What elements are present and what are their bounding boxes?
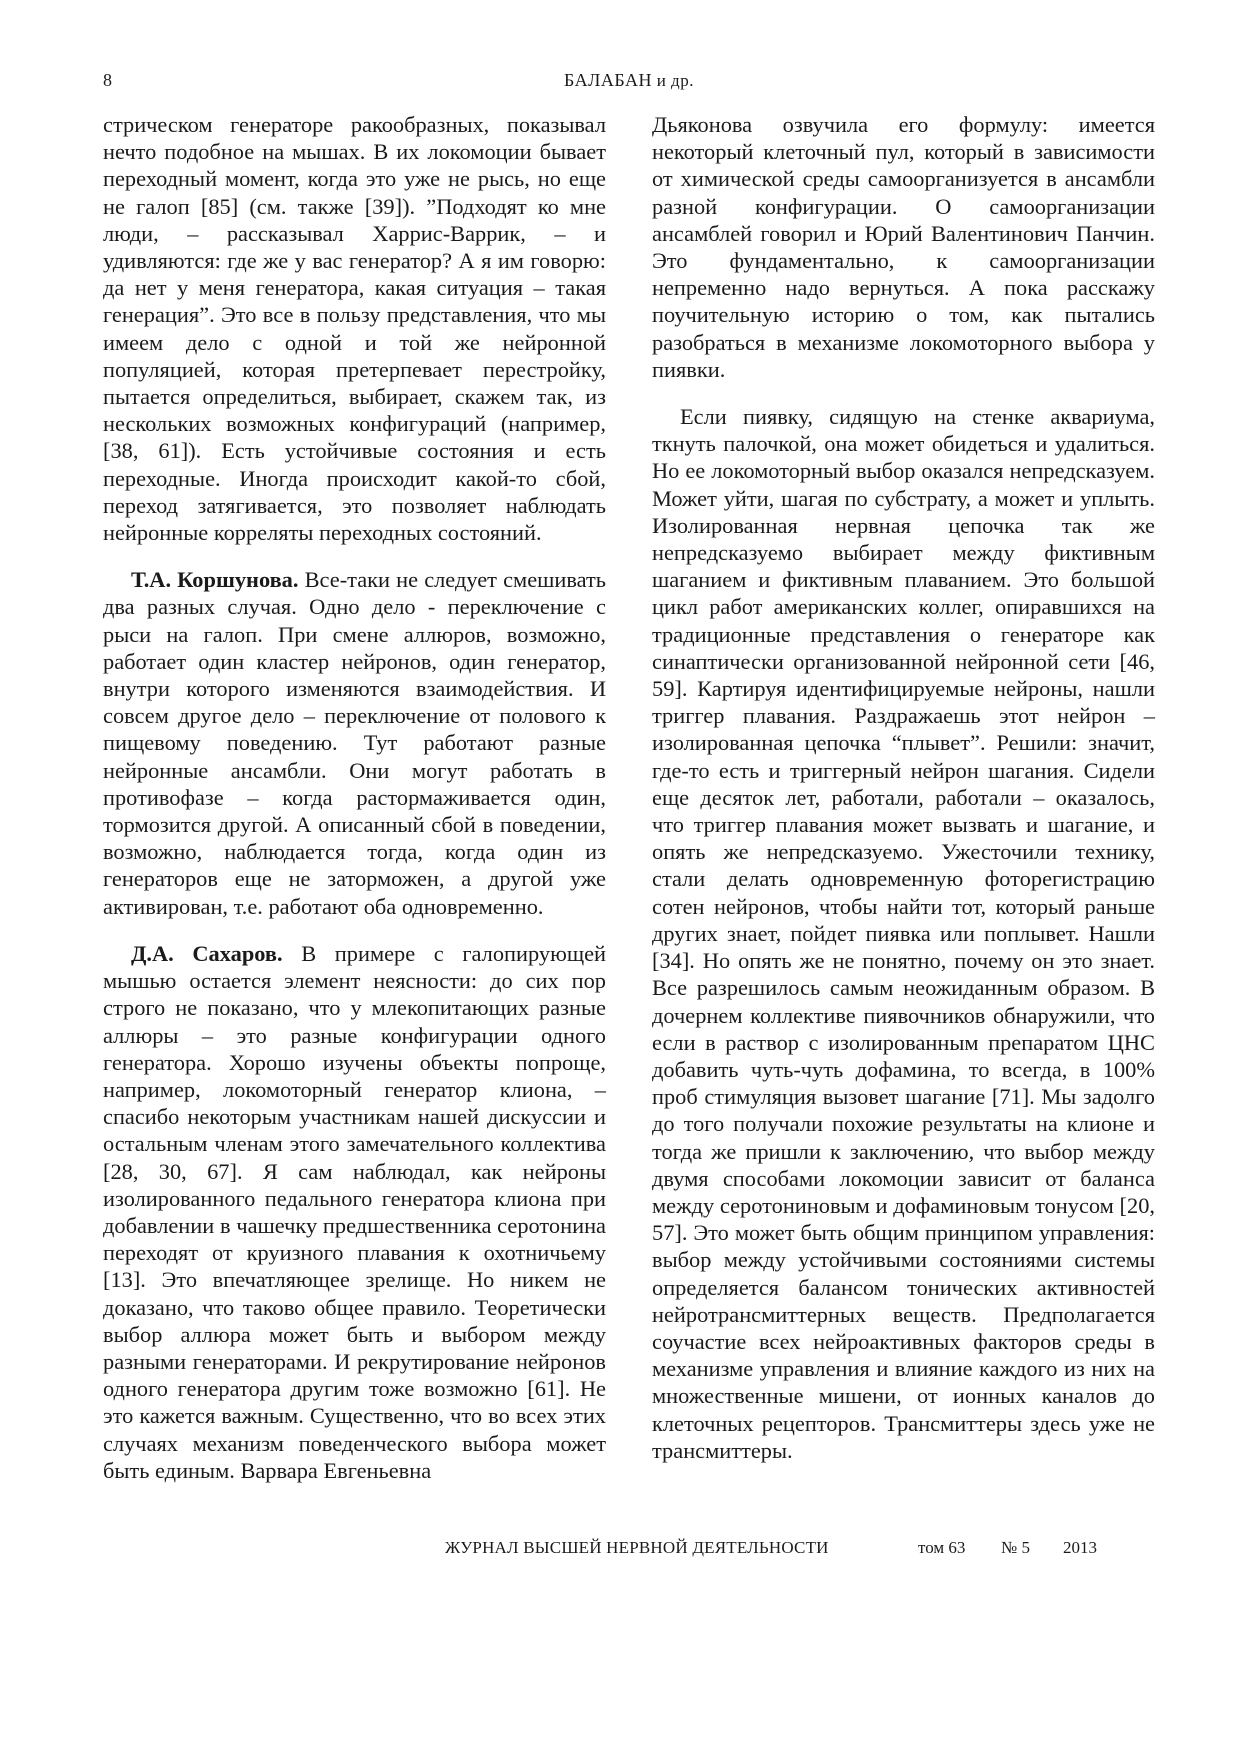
- running-title: [103, 70, 1155, 91]
- running-title-author: БАЛАБАН: [564, 70, 652, 90]
- left-paragraph-3: [103, 940, 606, 1484]
- speaker-name: Т.А. Коршунова.: [131, 567, 299, 593]
- speaker-text: В примере с галопирующей мышью остается элемент неясности: до сих пор строго не показано, что у млекопитающих разные аллюры – это разные конфигурации одного генератора. Хорошо изучены объекты попроще, например, локомоторный генератор клиона, – спасибо некоторым участникам нашей дискуссии и остальным членам этого замечательного коллектива [28, 30, 67]. Я сам наблюдал, как нейроны изолированного педального генератора клиона при добавлении в чашечку предшественника серотонина переходят от круизного плавания к охотничьему [13]. Это впечатляющее зрелище. Но никем не доказано, что таково общее правило. Теоретически выбор аллюра может быть и выбором между разными генераторами. И рекрутирование нейронов одного генератора другим тоже возможно [61]. Не это кажется важным. Существенно, что во всех этих случаях механизм поведенческого выбора может быть единым. Варвара Евгеньевна: [103, 940, 606, 1483]
- right-column: [652, 111, 1155, 1464]
- journal-year: 2013: [1063, 1538, 1097, 1557]
- page-number: 8: [103, 70, 112, 90]
- right-paragraph-2: Если пиявку, сидящую на стенке аквариума, ткнуть палочкой, она может обидеться и удалиться. Но ее локомоторный выбор оказался непредсказуем. Может уйти, шагая по субстрату, а может и уплыть. Изолированная нервная цепочка так же непредсказуемо выбирает между фиктивным шаганием и фиктивным плаванием. Это большой цикл работ американских коллег, опиравшихся на традиционные представления о генераторе как синаптически организованной нейронной сети [46, 59]. Картируя идентифицируемые нейроны, нашли триггер плавания. Раздражаешь этот нейрон – изолированная цепочка “плывет”. Решили: значит, где-то есть и триггерный нейрон шагания. Сидели еще десяток лет, работали, работали – оказалось, что триггер плавания может вызвать и шагание, и опять же непредсказуемо. Ужесточили технику, стали делать одновременную фоторегистрацию сотен нейронов, чтобы найти тот, который раньше других знает, пойдет пиявка или поплывет. Нашли [34]. Но опять же не понятно, почему он это знает. Все разрешилось самым неожиданным образом. В дочернем коллективе пиявочников обнаружили, что если в раствор с изолированным препаратом ЦНС добавить чуть-чуть дофамина, то всегда, в 100% проб стимуляция вызовет шагание [71]. Мы задолго до того получали похожие результаты на клионе и тогда же пришли к заключению, что выбор между двумя способами локомоции зависит от баланса между серотониновым и дофаминовым тонусом [20, 57]. Это может быть общим принципом управления: выбор между устойчивыми состояниями системы определяется балансом тонических активностей нейротрансмиттерных веществ. Предполагается соучастие всех нейроактивных факторов среды в механизме управления и влияние каждого из них на множественные мишени, от ионных каналов до клеточных рецепторов. Трансмиттеры здесь уже не трансмиттеры.: [652, 404, 1155, 1463]
- article-body: [103, 111, 1155, 1511]
- journal-issue: № 5: [1001, 1538, 1030, 1557]
- running-head: [103, 70, 1155, 96]
- journal-name: ЖУРНАЛ ВЫСШЕЙ НЕРВНОЙ ДЕЯТЕЛЬНОСТИ: [445, 1538, 829, 1557]
- running-title-suffix: и др.: [651, 71, 694, 90]
- journal-volume: том 63: [918, 1538, 966, 1557]
- speaker-name: Д.А. Сахаров.: [131, 940, 283, 966]
- page-footer: [103, 1538, 1155, 1562]
- right-paragraph-1: Дьяконова озвучила его формулу: имеется некоторый клеточный пул, который в зависимости от химической среды самоорганизуется в ансамбли разной конфигурации. О самоорганизации ансамблей говорил и Юрий Валентинович Панчин. Это фундаментально, к самоорганизации непременно надо вернуться. А пока расскажу поучительную историю о том, как пытались разобраться в механизме локомоторного выбора у пиявки.: [652, 112, 1155, 382]
- speaker-text: Все-таки не следует смешивать два разных случая. Одно дело - переключение с рыси на галоп. При смене аллюров, возможно, работает один кластер нейронов, один генератор, внутри которого изменяются взаимодействия. И совсем другое дело – переключение от полового к пищевому поведению. Тут работают разные нейронные ансамбли. Они могут работать в противофазе – когда растормаживается один, тормозится другой. А описанный сбой в поведении, возможно, наблюдается тогда, когда один из генераторов еще не заторможен, а другой уже активирован, т.е. работают оба одновременно.: [103, 567, 606, 919]
- left-paragraph-1: стрическом генераторе ракообразных, показывал нечто подобное на мышах. В их локомоции бывает переходный момент, когда это уже не рысь, но еще не галоп [85] (см. также [39]). ”Подходят ко мне люди, – рассказывал Харрис-Варрик, – и удивляются: где же у вас генератор? А я им говорю: да нет у меня генератора, какая ситуация – такая генерация”. Это все в пользу представления, что мы имеем дело с одной и той же нейронной популяцией, которая претерпевает перестройку, пытается определиться, выбирает, скажем так, из нескольких возможных конфигураций (например, [38, 61]). Есть устойчивые состояния и есть переходные. Иногда происходит какой-то сбой, переход затягивается, это позволяет наблюдать нейронные корреляты переходных состояний.: [103, 112, 606, 546]
- left-paragraph-2: [103, 566, 606, 920]
- left-column: [103, 111, 606, 1484]
